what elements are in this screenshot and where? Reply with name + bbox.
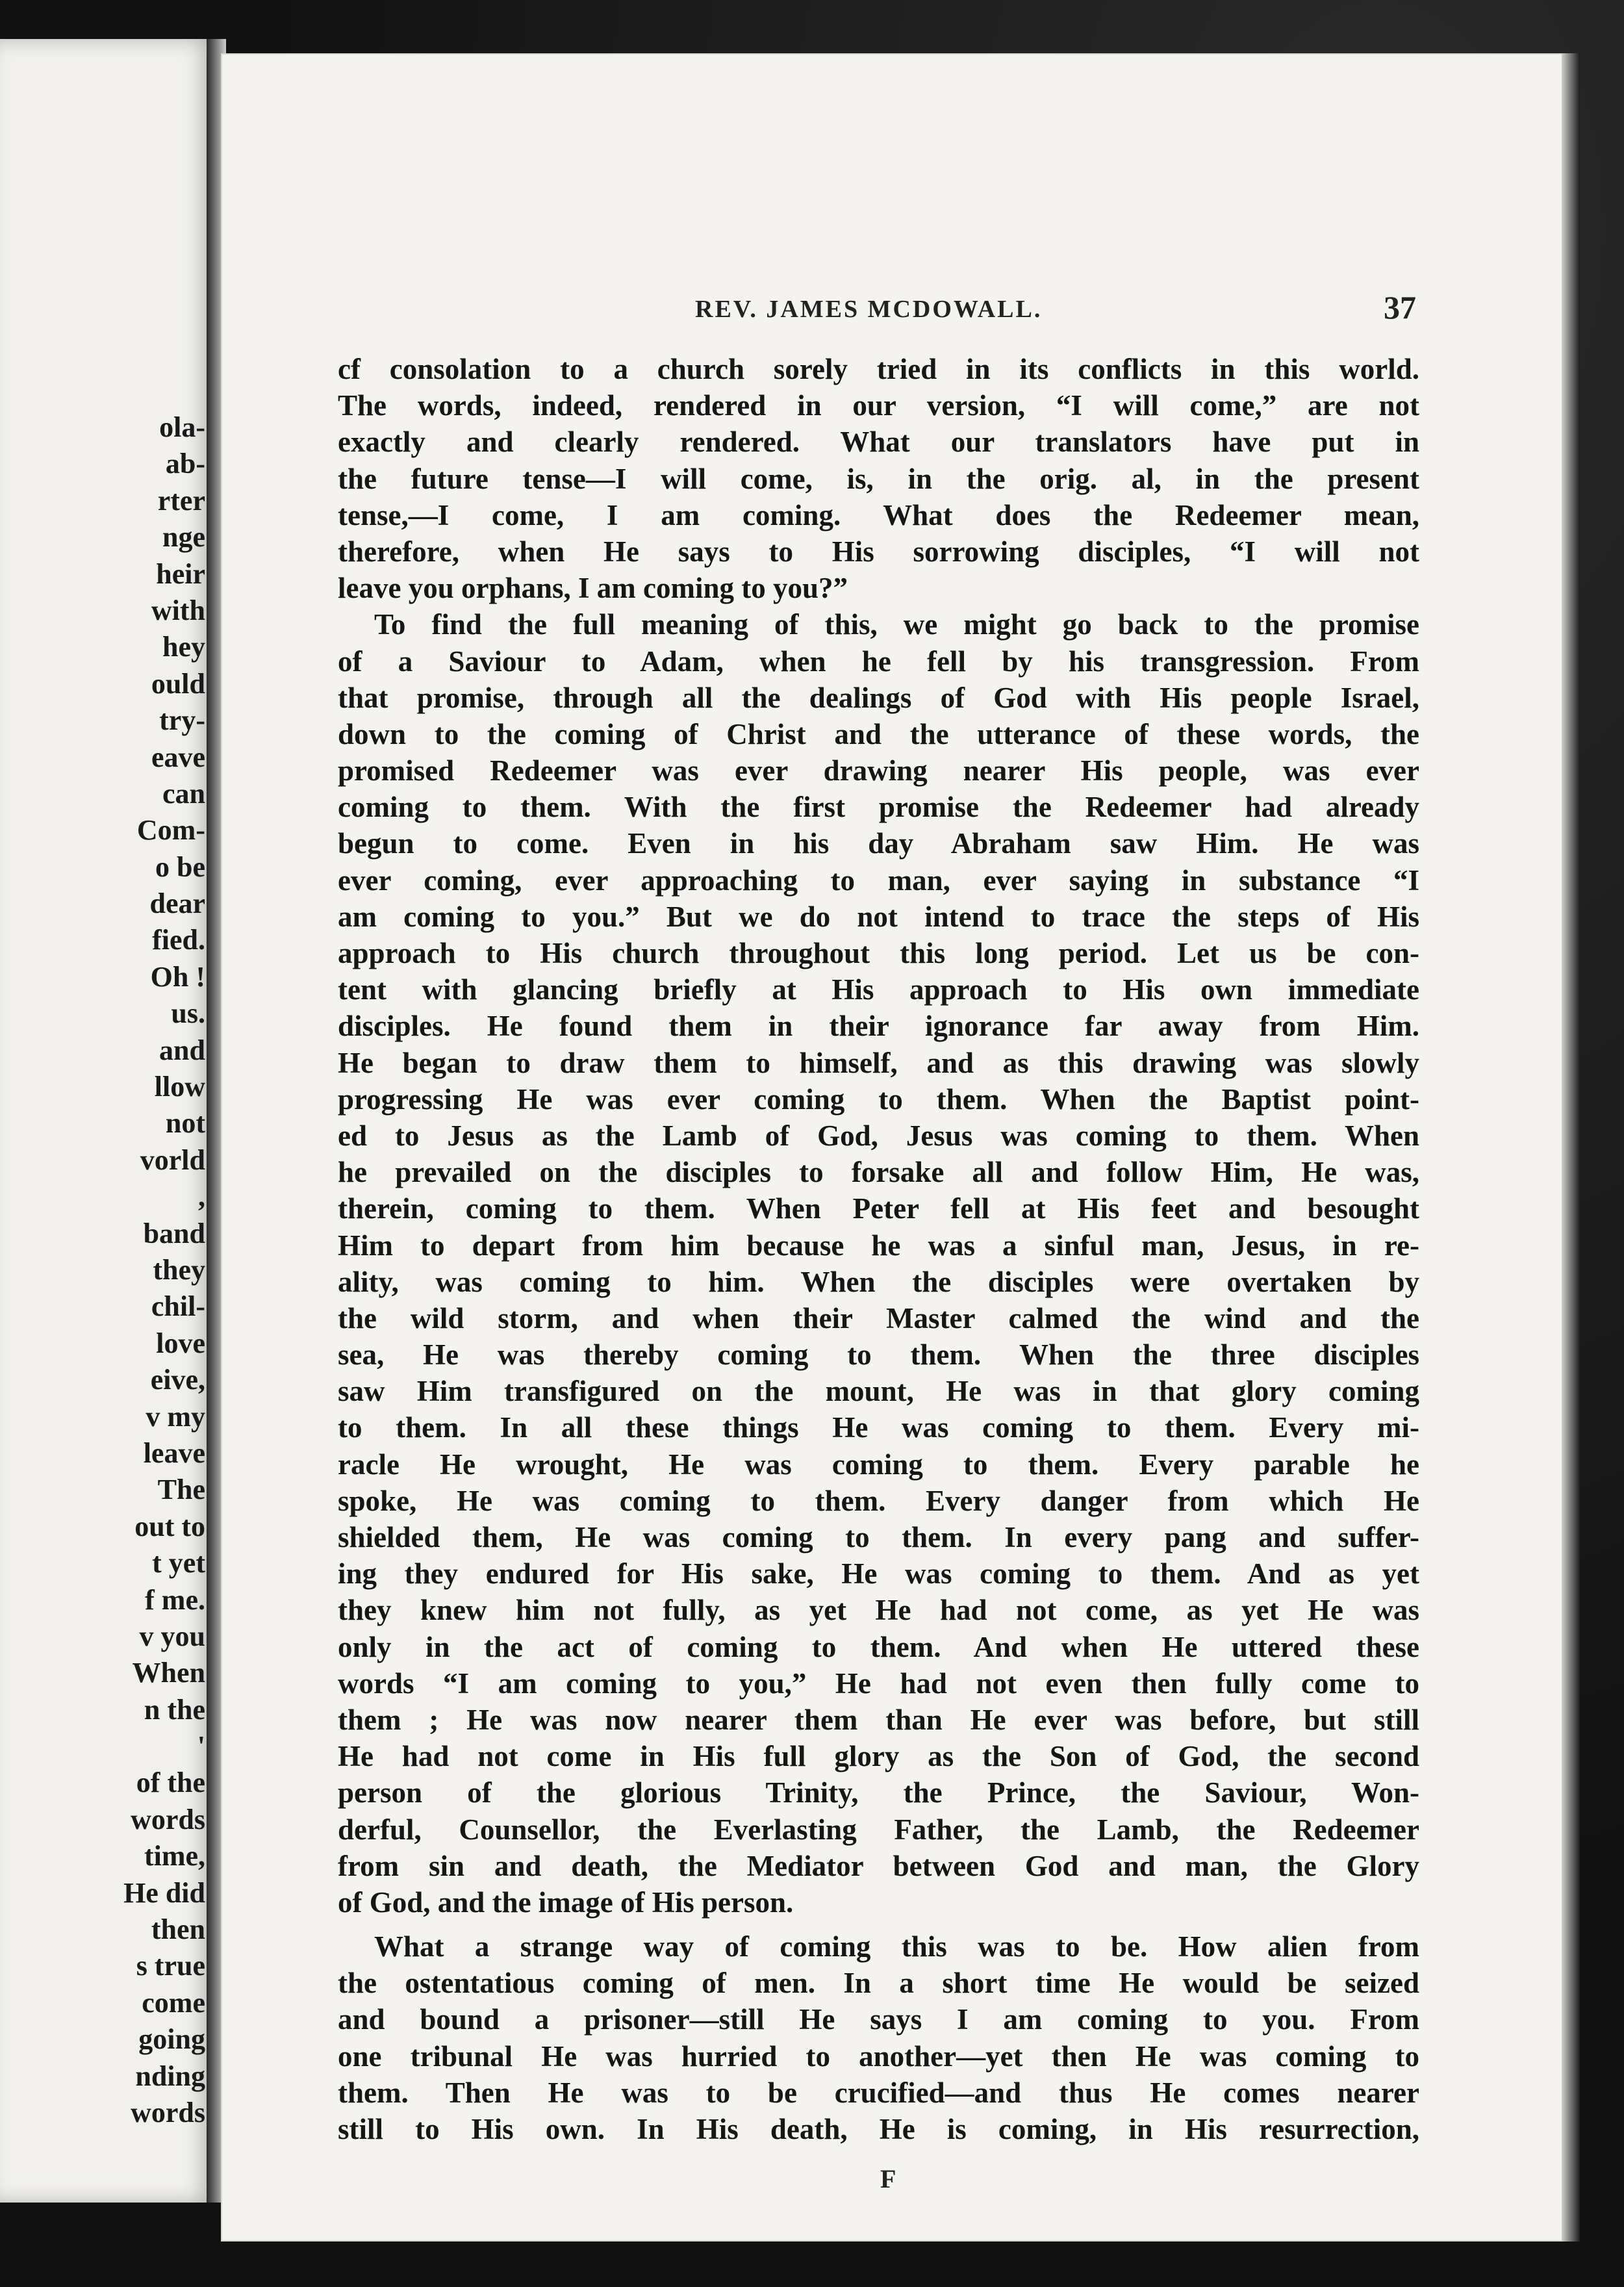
previous-page-fragment: words (131, 1803, 205, 1835)
text-line: they knew him not fully, as yet He had not come, as yet He was (338, 1594, 1419, 1627)
previous-page-fragment: fied. (152, 924, 205, 956)
previous-page-edge (0, 39, 214, 2203)
previous-page-fragment: llow (154, 1071, 205, 1103)
text-line: He began to draw them to himself, and as this drawing was slowly (338, 1046, 1419, 1079)
page-number: 37 (1384, 289, 1416, 326)
running-head-title: REV. JAMES MCDOWALL. (695, 296, 1043, 323)
previous-page-fragment: words (131, 2096, 205, 2128)
text-line: disciples. He found them in their ignorance far away from Him. (338, 1010, 1419, 1043)
text-line: ed to Jesus as the Lamb of God, Jesus was coming to them. When (338, 1119, 1419, 1152)
previous-page-fragment: out to (134, 1510, 205, 1542)
text-line: he prevailed on the disciples to forsake all and follow Him, He was, (338, 1156, 1419, 1189)
previous-page-fragment: going (138, 2023, 205, 2056)
previous-page-fragment: v my (146, 1400, 205, 1433)
text-line: words “I am coming to you,” He had not even then fully come to (338, 1667, 1419, 1700)
previous-page-fragment: ould (151, 667, 205, 700)
text-line: exactly and clearly rendered. What our translators have put in (338, 426, 1419, 459)
page-right-edge (1562, 53, 1580, 2242)
text-line: ing they endured for His sake, He was coming to them. And as yet (338, 1557, 1419, 1591)
text-line: progressing He was ever coming to them. When the Baptist point- (338, 1082, 1419, 1116)
previous-page-fragment: chil- (151, 1290, 205, 1323)
previous-page-fragment: Oh ! (150, 960, 205, 993)
previous-page-fragment: , (198, 1181, 205, 1213)
previous-page-fragment: love (156, 1327, 205, 1359)
previous-page-fragment: s true (136, 1950, 205, 1982)
previous-page-fragment: nding (135, 2060, 205, 2092)
previous-page-fragment: and (159, 1034, 205, 1066)
previous-page-text-fragments (10, 409, 205, 2131)
text-line: of God, and the image of His person. (338, 1885, 794, 1919)
previous-page-fragment: band (143, 1217, 205, 1249)
previous-page-fragment: ab- (165, 448, 205, 480)
text-line: therein, coming to them. When Peter fell at His feet and besought (338, 1192, 1419, 1225)
text-line: am coming to you.” But we do not intend to trace the steps of His (338, 900, 1419, 933)
text-line: only in the act of coming to them. And when He uttered these (338, 1630, 1419, 1663)
previous-page-fragment: try- (159, 704, 205, 737)
text-line: He had not come in His full glory as the Son of God, the second (338, 1740, 1419, 1773)
text-line: Him to depart from him because he was a sinful man, Jesus, in re- (338, 1229, 1419, 1262)
text-line: therefore, when He says to His sorrowing disciples, “I will not (338, 535, 1419, 568)
previous-page-fragment: eive, (150, 1364, 205, 1396)
signature-mark: F (880, 2164, 896, 2193)
text-line: tent with glancing briefly at His approach to His own immediate (338, 973, 1419, 1006)
text-line: promised Redeemer was ever drawing nearer His people, was ever (338, 754, 1419, 787)
text-line: from sin and death, the Mediator between God and man, the Glory (338, 1849, 1419, 1882)
previous-page-fragment: come (142, 1986, 205, 2019)
previous-page-fragment: heir (156, 557, 205, 590)
text-line: person of the glorious Trinity, the Prince, the Saviour, Won- (338, 1776, 1419, 1809)
text-line: The words, indeed, rendered in our version, “I will come,” are not (338, 389, 1419, 422)
previous-page-fragment: t yet (152, 1547, 205, 1579)
text-line: still to His own. In His death, He is coming, in His resurrection, (338, 2113, 1419, 2145)
previous-page-fragment: rter (157, 484, 205, 517)
text-line: spoke, He was coming to them. Every danger from which He (338, 1484, 1419, 1517)
text-line: them ; He was now nearer them than He ever was before, but still (338, 1703, 1419, 1736)
previous-page-fragment: ' (197, 1730, 205, 1763)
previous-page-fragment: o be (155, 850, 205, 883)
previous-page-fragment: When (132, 1657, 205, 1689)
text-line: racle He wrought, He was coming to them. Every parable he (338, 1448, 1419, 1481)
previous-page-fragment: not (165, 1107, 205, 1140)
text-line: ever coming, ever approaching to man, ever saying in substance “I (338, 863, 1419, 897)
text-line: derful, Counsellor, the Everlasting Father, the Lamb, the Redeemer (338, 1813, 1419, 1846)
previous-page-fragment: v you (139, 1620, 205, 1652)
text-line: and bound a prisoner—still He says I am coming to you. From (338, 2003, 1419, 2036)
previous-page-fragment: time, (144, 1840, 205, 1872)
text-line: the ostentatious coming of men. In a short time He would be seized (338, 1967, 1419, 2000)
text-line: down to the coming of Christ and the utterance of these words, the (338, 717, 1419, 750)
text-line: sea, He was thereby coming to them. When the three disciples (338, 1338, 1419, 1372)
text-line: What a strange way of coming this was to be. How alien from (374, 1930, 1419, 1963)
text-line: begun to come. Even in his day Abraham saw Him. He was (338, 827, 1419, 860)
text-line: them. Then He was to be crucified—and thus He comes nearer (338, 2076, 1419, 2109)
previous-page-fragment: vorld (140, 1144, 205, 1176)
previous-page-fragment: then (151, 1913, 205, 1946)
previous-page-fragment: f me. (145, 1583, 205, 1616)
text-line: to them. In all these things He was coming to them. Every mi- (338, 1411, 1419, 1444)
text-line: that promise, through all the dealings of God with His people Israel, (338, 681, 1419, 714)
previous-page-fragment: with (151, 594, 205, 626)
previous-page-fragment: The (157, 1474, 205, 1506)
previous-page-fragment: He did (123, 1876, 205, 1909)
previous-page-fragment: of the (136, 1767, 205, 1799)
text-line: saw Him transfigured on the mount, He was in that glory coming (338, 1375, 1419, 1408)
body-text (338, 351, 1419, 2147)
text-line: approach to His church throughout this long period. Let us be con- (338, 937, 1419, 969)
previous-page-fragment: hey (162, 631, 205, 663)
text-line: To find the full meaning of this, we might go back to the promise (374, 608, 1419, 641)
text-line: leave you orphans, I am coming to you?” (338, 572, 848, 605)
text-line: shielded them, He was coming to them. In every pang and suffer- (338, 1521, 1419, 1553)
text-line: ality, was coming to him. When the disciples were overtaken by (338, 1265, 1419, 1298)
previous-page-fragment: can (162, 777, 205, 810)
previous-page-fragment: us. (171, 997, 205, 1030)
previous-page-fragment: ola- (159, 411, 205, 443)
text-line: one tribunal He was hurried to another—yet then He was coming to (338, 2039, 1419, 2073)
text-line: the future tense—I will come, is, in the orig. al, in the present (338, 462, 1419, 495)
text-line: coming to them. With the first promise the Redeemer had already (338, 791, 1419, 824)
previous-page-fragment: Com- (136, 814, 205, 847)
previous-page-fragment: nge (162, 521, 205, 554)
previous-page-fragment: eave (151, 741, 205, 773)
text-line: cf consolation to a church sorely tried in its conflicts in this world. (338, 353, 1419, 385)
book-page (221, 53, 1566, 2242)
previous-page-fragment: n the (144, 1693, 205, 1726)
text-line: tense,—I come, I am coming. What does the Redeemer mean, (338, 498, 1419, 531)
previous-page-fragment: leave (143, 1437, 205, 1469)
previous-page-fragment: dear (149, 888, 205, 920)
text-line: the wild storm, and when their Master calmed the wind and the (338, 1301, 1419, 1335)
text-line: of a Saviour to Adam, when he fell by his transgression. From (338, 645, 1419, 678)
previous-page-fragment: they (153, 1253, 205, 1286)
paragraph-gap (338, 1921, 1419, 1928)
